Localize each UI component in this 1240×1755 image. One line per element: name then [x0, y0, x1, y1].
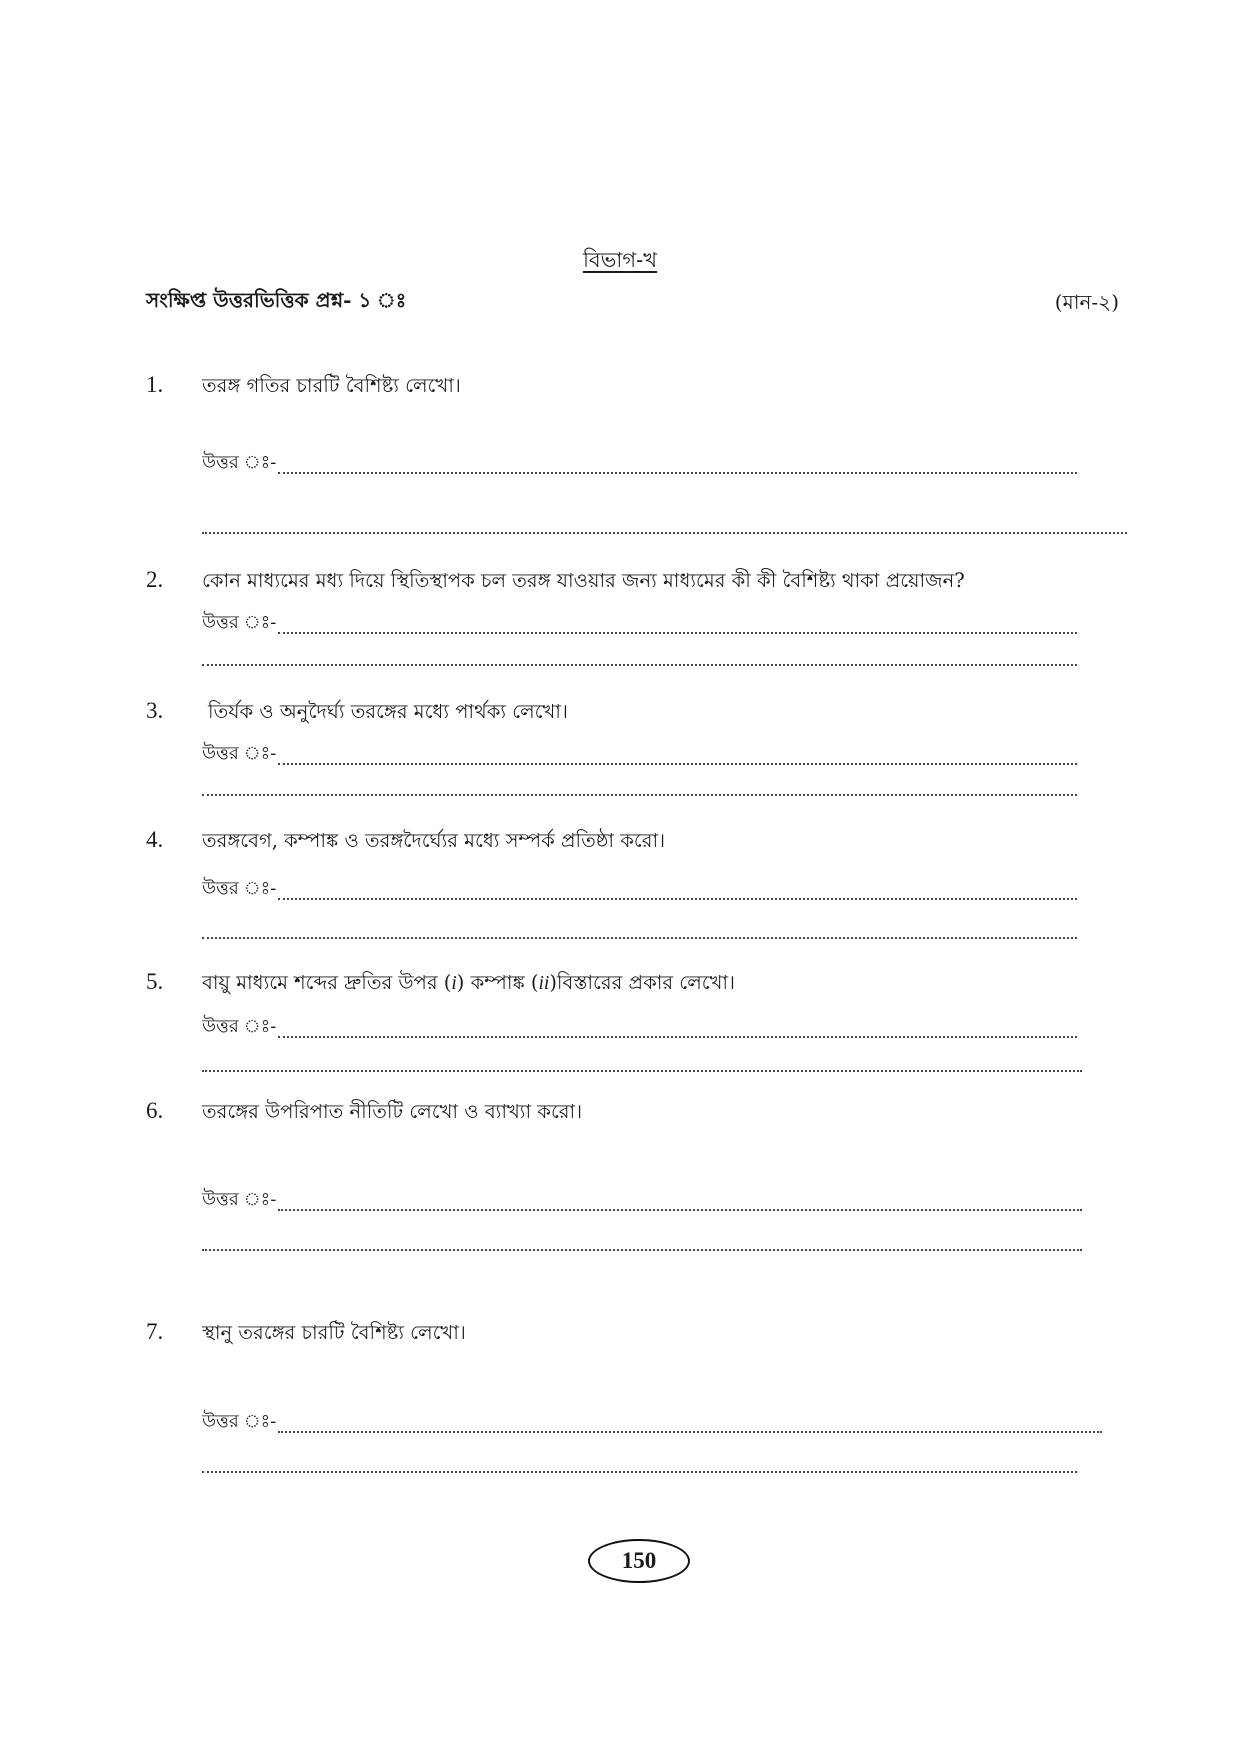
- answer-line[interactable]: [202, 1185, 1082, 1216]
- question-number: 5.: [146, 969, 164, 994]
- answer-label: উত্তর ঃ-: [202, 608, 277, 639]
- question-text: স্থানু তরঙ্গের চারটি বৈশিষ্ট্য লেখো।: [202, 1321, 466, 1344]
- question-number: 2.: [146, 567, 164, 592]
- question-number: 6.: [146, 1098, 164, 1123]
- answer-blank-line[interactable]: [202, 1066, 1082, 1072]
- question-number: 4.: [146, 827, 164, 852]
- answer-blank-line[interactable]: [202, 660, 1077, 666]
- question-text: তরঙ্গের উপরিপাত নীতিটি লেখো ও ব্যাখ্যা করো।: [202, 1100, 583, 1123]
- answer-blank-line[interactable]: [202, 790, 1077, 796]
- question-number: 1.: [146, 372, 164, 397]
- question-number: 3.: [146, 698, 164, 723]
- question-number: 7.: [146, 1319, 164, 1344]
- question-text: তরঙ্গবেগ, কম্পাঙ্ক ও তরঙ্গদৈর্ঘ্যের মধ্যে সম্পর্ক প্রতিষ্ঠা করো।: [202, 829, 666, 852]
- answer-blank-line[interactable]: [202, 1245, 1082, 1251]
- answer-label: উত্তর ঃ-: [202, 1185, 277, 1216]
- answer-line[interactable]: [202, 874, 1077, 905]
- question-text: কোন মাধ্যমের মধ্য দিয়ে স্থিতিস্থাপক চল তরঙ্গ যাওয়ার জন্য মাধ্যমের কী কী বৈশিষ্ট্য থাকা প্রয়োজন?: [202, 569, 965, 592]
- answer-blank-line[interactable]: [202, 528, 1127, 534]
- answer-label: উত্তর ঃ-: [202, 1407, 277, 1438]
- question-group-heading: সংক্ষিপ্ত উত্তরভিত্তিক প্রশ্ন- ১ ঃ: [146, 288, 407, 312]
- answer-label: উত্তর ঃ-: [202, 739, 277, 770]
- question-text: তির্যক ও অনুদৈর্ঘ্য তরঙ্গের মধ্যে পার্থক্য লেখো।: [208, 700, 568, 723]
- answer-label: উত্তর ঃ-: [202, 1012, 277, 1043]
- answer-label: উত্তর ঃ-: [202, 448, 277, 479]
- section-title: বিভাগ-খ: [582, 248, 658, 272]
- answer-blank-line[interactable]: [202, 933, 1077, 939]
- answer-line[interactable]: [202, 1407, 1102, 1438]
- marks-label: (মান-২): [1054, 290, 1119, 314]
- question-text: তরঙ্গ গতির চারটি বৈশিষ্ট্য লেখো।: [202, 374, 461, 397]
- answer-line[interactable]: [202, 1012, 1077, 1043]
- page-number: 150: [588, 1539, 690, 1583]
- answer-blank-line[interactable]: [202, 1467, 1077, 1473]
- answer-label: উত্তর ঃ-: [202, 874, 277, 905]
- question-text: বায়ু মাধ্যমে শব্দের দ্রুতির উপর (i) কম্পাঙ্ক (ii)বিস্তারের প্রকার লেখো।: [202, 971, 736, 994]
- answer-line[interactable]: [202, 448, 1077, 479]
- answer-line[interactable]: [202, 608, 1077, 639]
- answer-line[interactable]: [202, 739, 1077, 770]
